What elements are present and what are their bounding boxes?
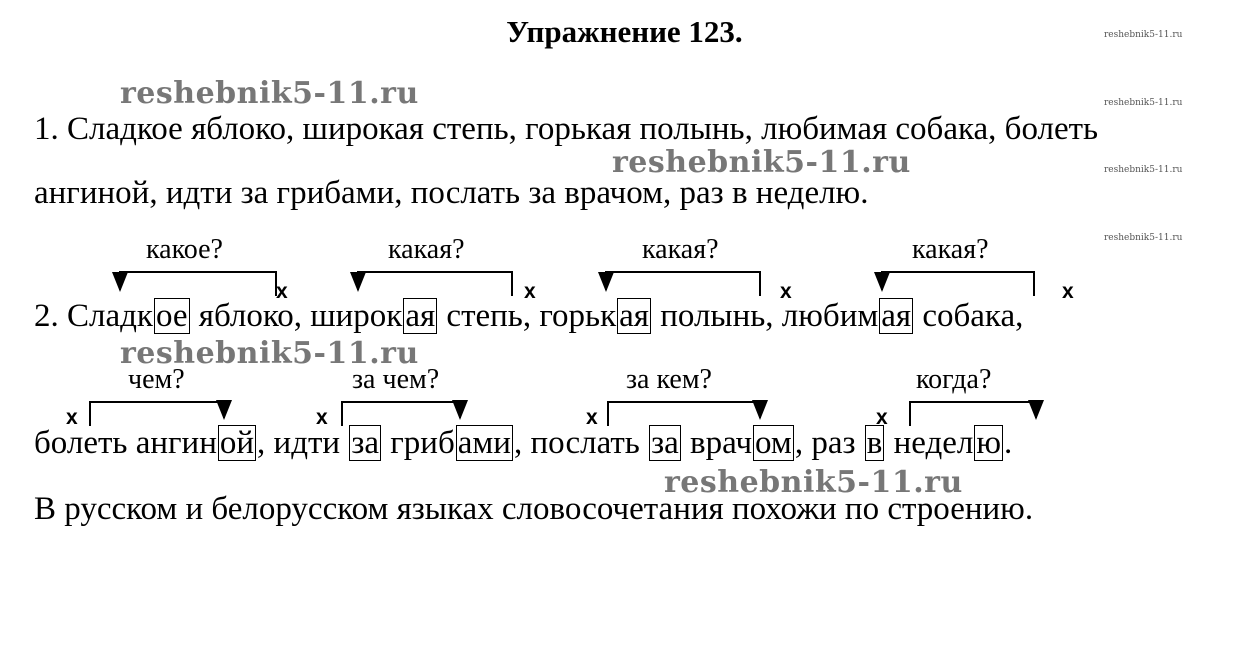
watermark-small: reshebnik5-11.ru <box>1104 30 1183 40</box>
text-segment: собака, <box>914 298 1024 334</box>
question-label: когда? <box>916 364 992 395</box>
watermark: reshebnik5-11.ru <box>612 145 911 180</box>
text-segment: , раз <box>794 425 864 461</box>
question-label: за кем? <box>626 364 712 395</box>
text-segment: яблоко, широк <box>190 298 403 334</box>
watermark: reshebnik5-11.ru <box>120 336 419 371</box>
x-mark: x <box>1062 280 1074 303</box>
ending-box: ами <box>457 425 511 461</box>
x-mark: x <box>876 406 888 429</box>
text-segment: степь, горьк <box>438 298 617 334</box>
watermark: reshebnik5-11.ru <box>664 465 963 500</box>
watermark-small: reshebnik5-11.ru <box>1104 165 1183 175</box>
x-mark: x <box>316 406 328 429</box>
watermark-small: reshebnik5-11.ru <box>1104 98 1183 108</box>
text-segment: , послать <box>513 425 649 461</box>
ending-box: ая <box>405 298 436 334</box>
text-segment: , идти <box>257 425 349 461</box>
question-label: какая? <box>912 234 989 265</box>
dependency-arrow <box>90 402 224 426</box>
dependency-arrow <box>120 272 276 296</box>
dependency-arrow <box>342 402 460 426</box>
ending-box: ю <box>976 425 1002 461</box>
dependency-arrow <box>882 272 1034 296</box>
watermark-small: reshebnik5-11.ru <box>1104 233 1183 243</box>
dependency-arrow <box>606 272 760 296</box>
question-label: чем? <box>128 364 185 395</box>
question-label: за чем? <box>352 364 440 395</box>
x-mark: x <box>586 406 598 429</box>
x-mark: x <box>524 280 536 303</box>
text-segment: 2. Сладк <box>34 298 153 334</box>
text-segment: врач <box>681 425 753 461</box>
preposition-box: за <box>351 425 380 461</box>
x-mark: x <box>780 280 792 303</box>
preposition-box: в <box>866 425 883 461</box>
part1-line2: ангиной, идти за грибами, послать за врачом, раз в неделю. <box>34 175 869 211</box>
text-segment: болеть ангин <box>34 425 217 461</box>
dependency-arrow <box>608 402 760 426</box>
ending-box: ое <box>155 298 188 334</box>
ending-box: ой <box>219 425 255 461</box>
text-segment: полынь, любим <box>651 298 879 334</box>
ending-box: ом <box>755 425 792 461</box>
question-label: какая? <box>388 234 465 265</box>
text-segment: гриб <box>382 425 455 461</box>
preposition-box: за <box>651 425 679 461</box>
exercise-title: Упражнение 123. <box>506 14 743 49</box>
text-segment: . <box>1004 425 1013 461</box>
part1-line1: 1. Сладкое яблоко, широкая степь, горькая полынь, любимая собака, болеть <box>34 111 1099 147</box>
ending-box: ая <box>619 298 649 334</box>
ending-box: ая <box>881 298 912 334</box>
dependency-arrow <box>358 272 512 296</box>
question-label: какая? <box>642 234 719 265</box>
text-segment: недел <box>885 425 974 461</box>
conclusion-text: В русском и белорусском языках словосочетания похожи по строению. <box>34 491 1034 527</box>
x-mark: x <box>66 406 78 429</box>
watermark: reshebnik5-11.ru <box>120 76 419 111</box>
x-mark: x <box>276 280 288 303</box>
dependency-arrow <box>910 402 1036 426</box>
question-label: какое? <box>146 234 223 265</box>
